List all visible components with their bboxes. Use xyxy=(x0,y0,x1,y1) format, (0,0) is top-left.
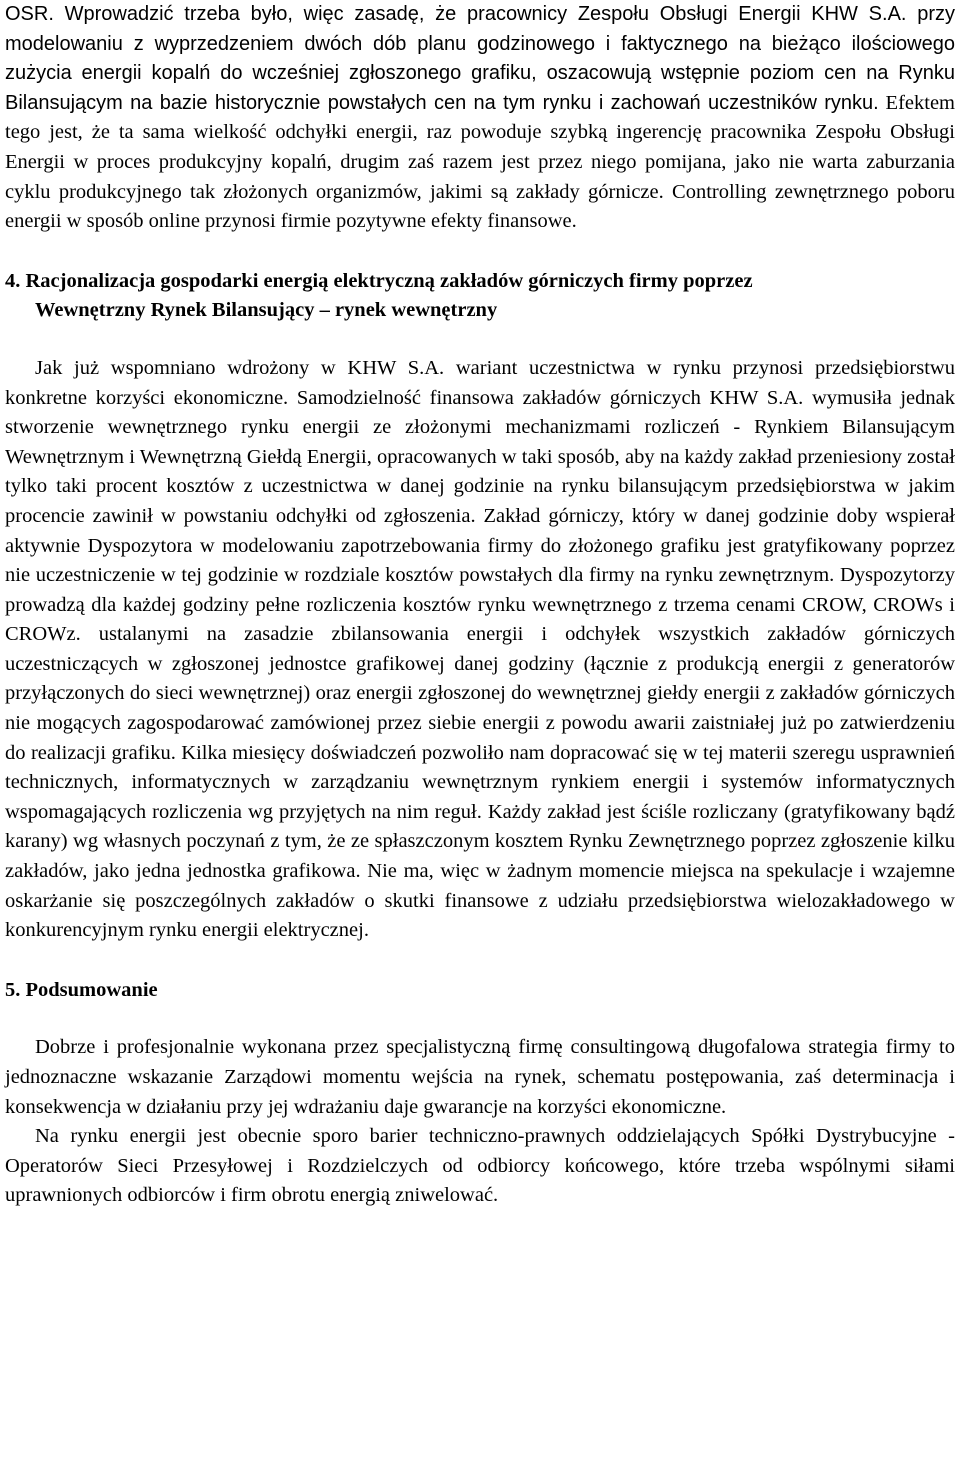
spacer xyxy=(5,237,955,267)
spacer xyxy=(5,946,955,976)
spacer xyxy=(5,1005,955,1033)
document-page xyxy=(5,0,955,1211)
section-4-number: 4. xyxy=(5,269,21,292)
section-4-body: Samodzielność finansowa zakładów górniczych KHW S.A. wymusiła jednak stworzenie wewnętrznego rynku energii ze złożonymi mechanizmami rozliczeń - Rynkiem Bilansującym Wewnętrznym i Wewnętrzną Giełdą Energii, opracowanych w taki sposób, aby na każdy zakład przeniesiony został tylko taki procent kosztów z uczestnictwa w danej godzinie na rynku bilansującym przedsiębiorstwa w jakim procencie zawinił w powstaniu odchyłki od zgłoszenia. Zakład górniczy, który w danej godzinie doby wspierał aktywnie Dyspozytora w modelowaniu zapotrzebowania firmy do złożonego grafiku jest gratyfikowany poprzez nie uczestniczenie w tej godzinie w rozdziale kosztów powstałych dla firmy na rynku zewnętrznym. Dyspozytorzy prowadzą dla każdej godziny pełne rozliczenia kosztów rynku wewnętrznego z trzema cenami CROW, CROWs i CROWz. ustalanymi na zasadzie zbilansowania energii i odchyłek wszystkich zakładów górniczych uczestniczących w zgłoszonej jednostce grafikowej danej godziny (łącznie z produkcją energii z generatorów przyłączonych do sieci wewnętrznej) oraz energii zgłoszonej do wewnętrznej giełdy energii z zakładów górniczych nie mogących zagospodarować zamówionej przez siebie energii z powodu awarii zaistniałej już po zatwierdzeniu do realizacji grafiku. Kilka miesięcy doświadczeń pozwoliło nam dopracować się w tej materii szeregu usprawnień technicznych, informatycznych w zarządzaniu wewnętrznym rynkiem energii i systemów informatycznych wspomagających rozliczenia wg przyjętych na nim reguł. Każdy zakład jest ściśle rozliczany (gratyfikowany bądź karany) wg własnych poczynań z tym, że ze spłaszczonym kosztem Rynku Zewnętrznego poprzez zgłoszenie kilku zakładów, jako jedna jednostka grafikowa. Nie ma, więc w żadnym momencie miejsca na spekulacje i wzajemne oskarżanie się poszczególnych zakładów o skutki finansowe z udziału przedsiębiorstwa wielozakładowego w konkurencyjnym rynku energii elektrycznej. xyxy=(5,386,955,942)
section-4-title-line-1: Racjonalizacja gospodarki energią elektryczną zakładów górniczych firmy poprzez xyxy=(25,269,753,292)
paragraph-osr-serif-text: Efektem tego jest, że ta sama wielkość odchyłki energii, raz powoduje szybką ingerencję pracownika Zespołu Obsługi Energii w proces produkcyjny kopalń, drugim zaś razem jest przez niego pomijana, jako nie warta zaburzania cyklu produkcyjnego tak złożonych organizmów, jakimi są zakłady górnicze. Controlling zewnętrznego poboru energii w sposób online przynosi firmie pozytywne efekty finansowe. xyxy=(5,91,955,233)
spacer xyxy=(5,326,955,354)
section-4-paragraph xyxy=(5,354,955,946)
paragraph-osr xyxy=(5,0,955,237)
section-5-heading: 5. Podsumowanie xyxy=(5,978,158,1001)
paragraph-osr-sans-text: OSR. Wprowadzić trzeba było, więc zasadę, że pracownicy Zespołu Obsługi Energii KHW S.A. przy modelowaniu z wyprzedzeniem dwóch dób planu godzinowego i faktycznego na bieżąco ilościowego zużycia energii kopalń do wcześniej zgłoszonego grafiku, oszacowują wstępnie poziom cen na Rynku Bilansującym na bazie historycznie powstałych cen na tym rynku i zachowań uczestników rynku. xyxy=(5,3,955,114)
section-4-heading xyxy=(5,267,955,326)
section-5-paragraph-2: Na rynku energii jest obecnie sporo barier techniczno-prawnych oddzielających Spółki Dystrybucyjne - Operatorów Sieci Przesyłowej i Rozdzielczych od odbiorcy końcowego, które trzeba wspólnymi siłami uprawnionych odbiorców i firm obrotu energią zniwelować. xyxy=(5,1125,955,1207)
section-4-title-line-2: Wewnętrzny Rynek Bilansujący – rynek wewnętrzny xyxy=(35,299,498,322)
section-4-intro: Jak już wspomniano wdrożony w KHW S.A. wariant uczestnictwa w rynku przynosi przedsiębiorstwu konkretne korzyści ekonomiczne. xyxy=(5,356,955,409)
section-5-paragraph-1: Dobrze i profesjonalnie wykonana przez specjalistyczną firmę consultingową długofalowa strategia firmy to jednoznaczne wskazanie Zarządowi momentu wejścia na rynek, schematu postępowania, zaś determinacja i konsekwencja w działaniu przy jej wdrażaniu daje gwarancje na korzyści ekonomiczne. xyxy=(5,1036,955,1118)
